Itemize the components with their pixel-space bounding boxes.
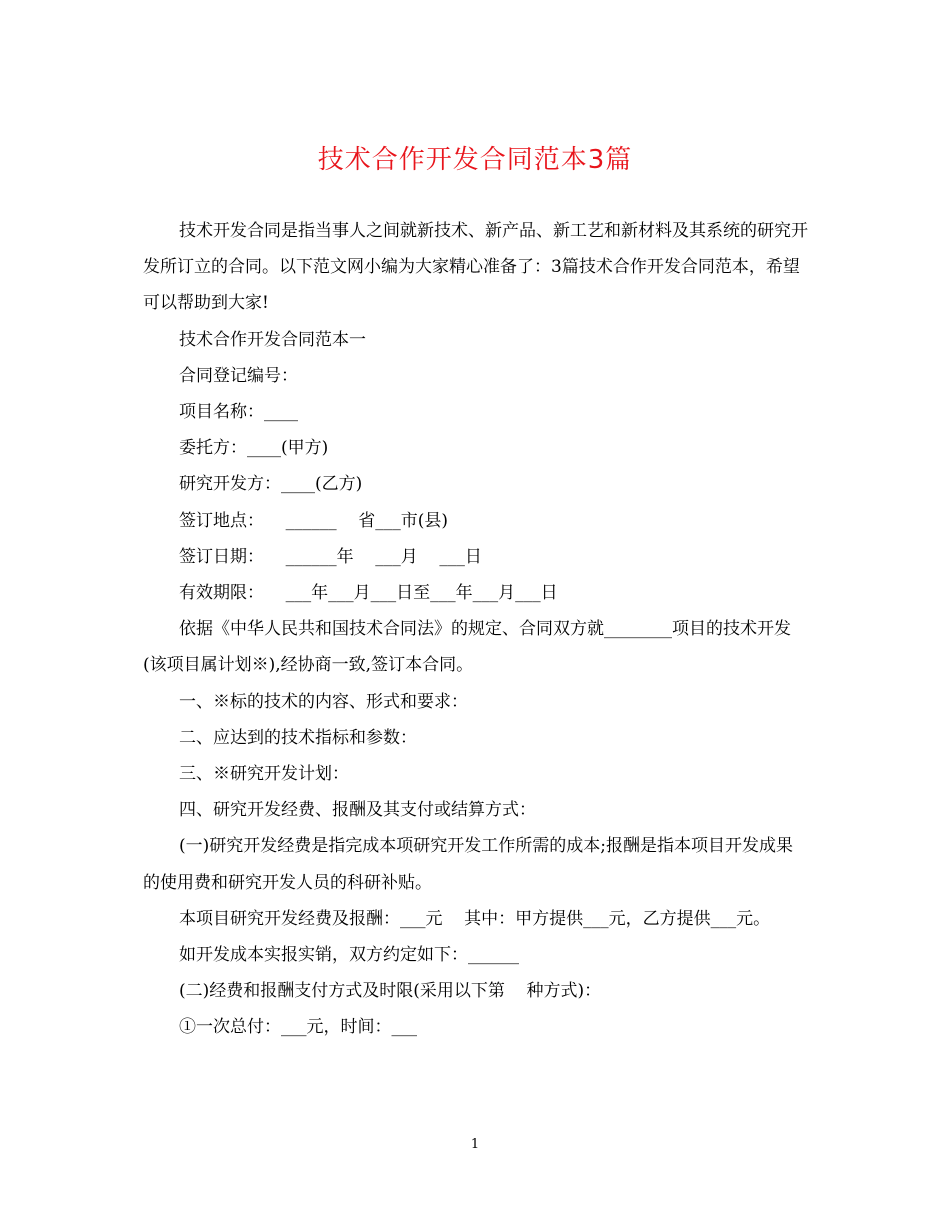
signing-date-field: 签订日期： ______年 ___月 ___日 bbox=[179, 546, 482, 567]
client-field: 委托方：____(甲方) bbox=[179, 438, 329, 459]
document-title: 技术合作开发合同范本3篇 bbox=[317, 145, 633, 175]
intro-paragraph: 技术开发合同是指当事人之间就新技术、新产品、新工艺和新材料及其系统的研究开发所订立的合同。以下范文网小编为大家精心准备了：3篇技术合作开发合同范本，希望可以帮助到大家! bbox=[143, 221, 808, 314]
page-number: 1 bbox=[470, 1137, 480, 1152]
section-two-heading: 二、应达到的技术指标和参数： bbox=[179, 727, 417, 748]
legal-basis-paragraph: 依据《中华人民共和国技术合同法》的规定、合同双方就________项目的技术开发(该项目属计划※),经协商一致,签订本合同。 bbox=[143, 619, 791, 676]
section-three-heading: 三、※研究开发计划： bbox=[179, 764, 349, 785]
cost-reimbursement-paragraph: 如开发成本实报实销，双方约定如下：______ bbox=[179, 945, 519, 966]
contract-heading: 技术合作开发合同范本一 bbox=[179, 329, 366, 350]
developer-field: 研究开发方：____(乙方) bbox=[179, 474, 363, 495]
registration-number-field: 合同登记编号： bbox=[179, 365, 298, 386]
payment-method-heading: (二)经费和报酬支付方式及时限(采用以下第 种方式)： bbox=[179, 981, 602, 1002]
funding-definition-paragraph: (一)研究开发经费是指完成本项研究开发工作所需的成本;报酬是指本项目开发成果的使用费和研究开发人员的科研补贴。 bbox=[143, 836, 793, 893]
funding-amount-paragraph: 本项目研究开发经费及报酬：___元 其中：甲方提供___元，乙方提供___元。 bbox=[179, 908, 771, 929]
document-body bbox=[143, 213, 808, 1046]
project-name-field: 项目名称：____ bbox=[179, 402, 298, 423]
section-one-heading: 一、※标的技术的内容、形式和要求： bbox=[179, 691, 468, 712]
validity-period-field: 有效期限： ___年___月___日至___年___月___日 bbox=[179, 583, 558, 604]
section-four-heading: 四、研究开发经费、报酬及其支付或结算方式： bbox=[179, 800, 536, 821]
signing-place-field: 签订地点： ______ 省___市(县) bbox=[179, 510, 448, 531]
lump-sum-payment-item: ①一次总付：___元，时间：___ bbox=[179, 1017, 417, 1038]
